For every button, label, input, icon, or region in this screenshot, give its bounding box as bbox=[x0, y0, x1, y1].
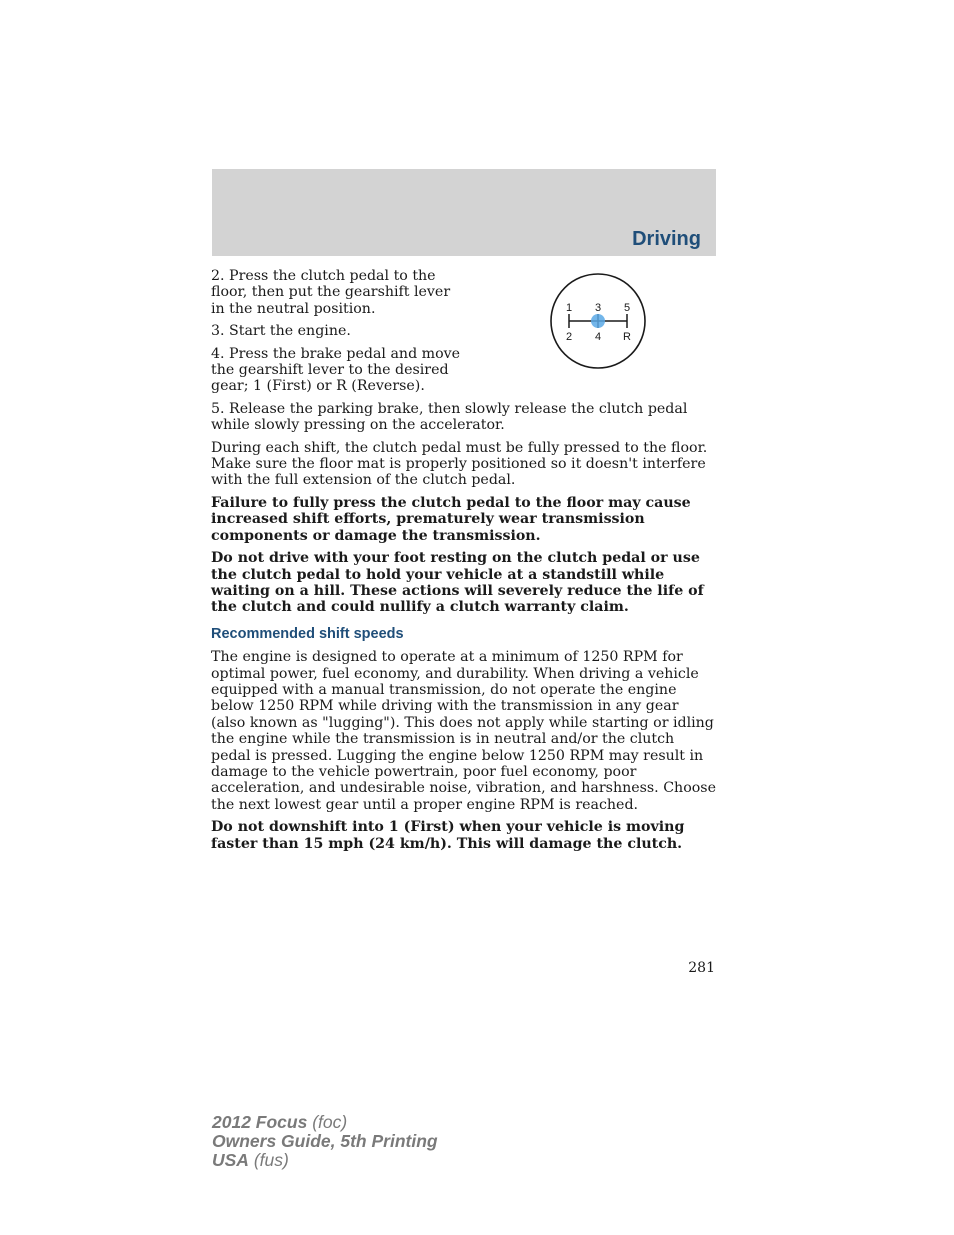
warning-clutch-press: Failure to fully press the clutch pedal to the floor may cause increased shift efforts, prematurely wear transmission components or damage the transmission. bbox=[211, 494, 691, 544]
step-2: 2. Press the clutch pedal to the floor, then put the gearshift lever in the neutral position. bbox=[211, 268, 451, 317]
gear-label-4: 4 bbox=[594, 331, 602, 343]
gear-label-2: 2 bbox=[565, 331, 573, 343]
page-number: 281 bbox=[688, 960, 715, 976]
rpm-paragraph: The engine is designed to operate at a minimum of 1250 RPM for optimal power, fuel economy, and durability. When driving a vehicle equipped with a manual transmission, do not operate the engine below 1250 RPM while driving with the transmission in any gear (also known as "lugging"). This does not apply while starting or idling the engine while the transmission is in neutral and/or the clutch pedal is pressed. Lugging the engine below 1250 RPM may result in damage to the vehicle powertrain, poor fuel economy, poor acceleration, and undesirable noise, vibration, and harshness. Choose the next lowest gear until a proper engine RPM is reached. bbox=[211, 649, 716, 813]
footer-edition-info bbox=[212, 1113, 438, 1170]
section-header-band bbox=[212, 169, 716, 256]
footer-market-code: (fus) bbox=[253, 1150, 289, 1170]
warning-downshift: Do not downshift into 1 (First) when your vehicle is moving faster than 15 mph (24 km/h). This will damage the clutch. bbox=[211, 819, 685, 852]
footer-line-market bbox=[212, 1151, 438, 1170]
page-content bbox=[211, 268, 717, 858]
section-title: Driving bbox=[632, 228, 701, 250]
gear-label-3: 3 bbox=[594, 302, 602, 314]
subheading-shift-speeds: Recommended shift speeds bbox=[211, 625, 404, 642]
gear-label-1: 1 bbox=[565, 302, 573, 314]
footer-model: 2012 Focus bbox=[212, 1112, 308, 1132]
step-3: 3. Start the engine. bbox=[211, 323, 351, 340]
footer-model-code: (foc) bbox=[312, 1112, 348, 1132]
gear-label-5: 5 bbox=[623, 302, 631, 314]
gear-label-reverse: R bbox=[623, 331, 631, 343]
footer-guide: Owners Guide, 5th Printing bbox=[212, 1131, 438, 1151]
warning-foot-resting: Do not drive with your foot resting on the clutch pedal or use the clutch pedal to hold your vehicle at a standstill while waiting on a hill. These actions will severely reduce the life of the clutch and could nullify a clutch warranty claim. bbox=[211, 550, 704, 616]
step-4: 4. Press the brake pedal and move the gearshift lever to the desired gear; 1 (First) or R (Reverse). bbox=[211, 345, 461, 395]
footer-line-model bbox=[212, 1113, 438, 1132]
step-5: 5. Release the parking brake, then slowly release the clutch pedal while slowly pressing on the accelerator. bbox=[211, 400, 688, 434]
footer-market: USA bbox=[212, 1150, 249, 1170]
clutch-note: During each shift, the clutch pedal must be fully pressed to the floor. Make sure the floor mat is properly positioned so it doesn't interfere with the full extension of the clutch pedal. bbox=[211, 439, 708, 489]
